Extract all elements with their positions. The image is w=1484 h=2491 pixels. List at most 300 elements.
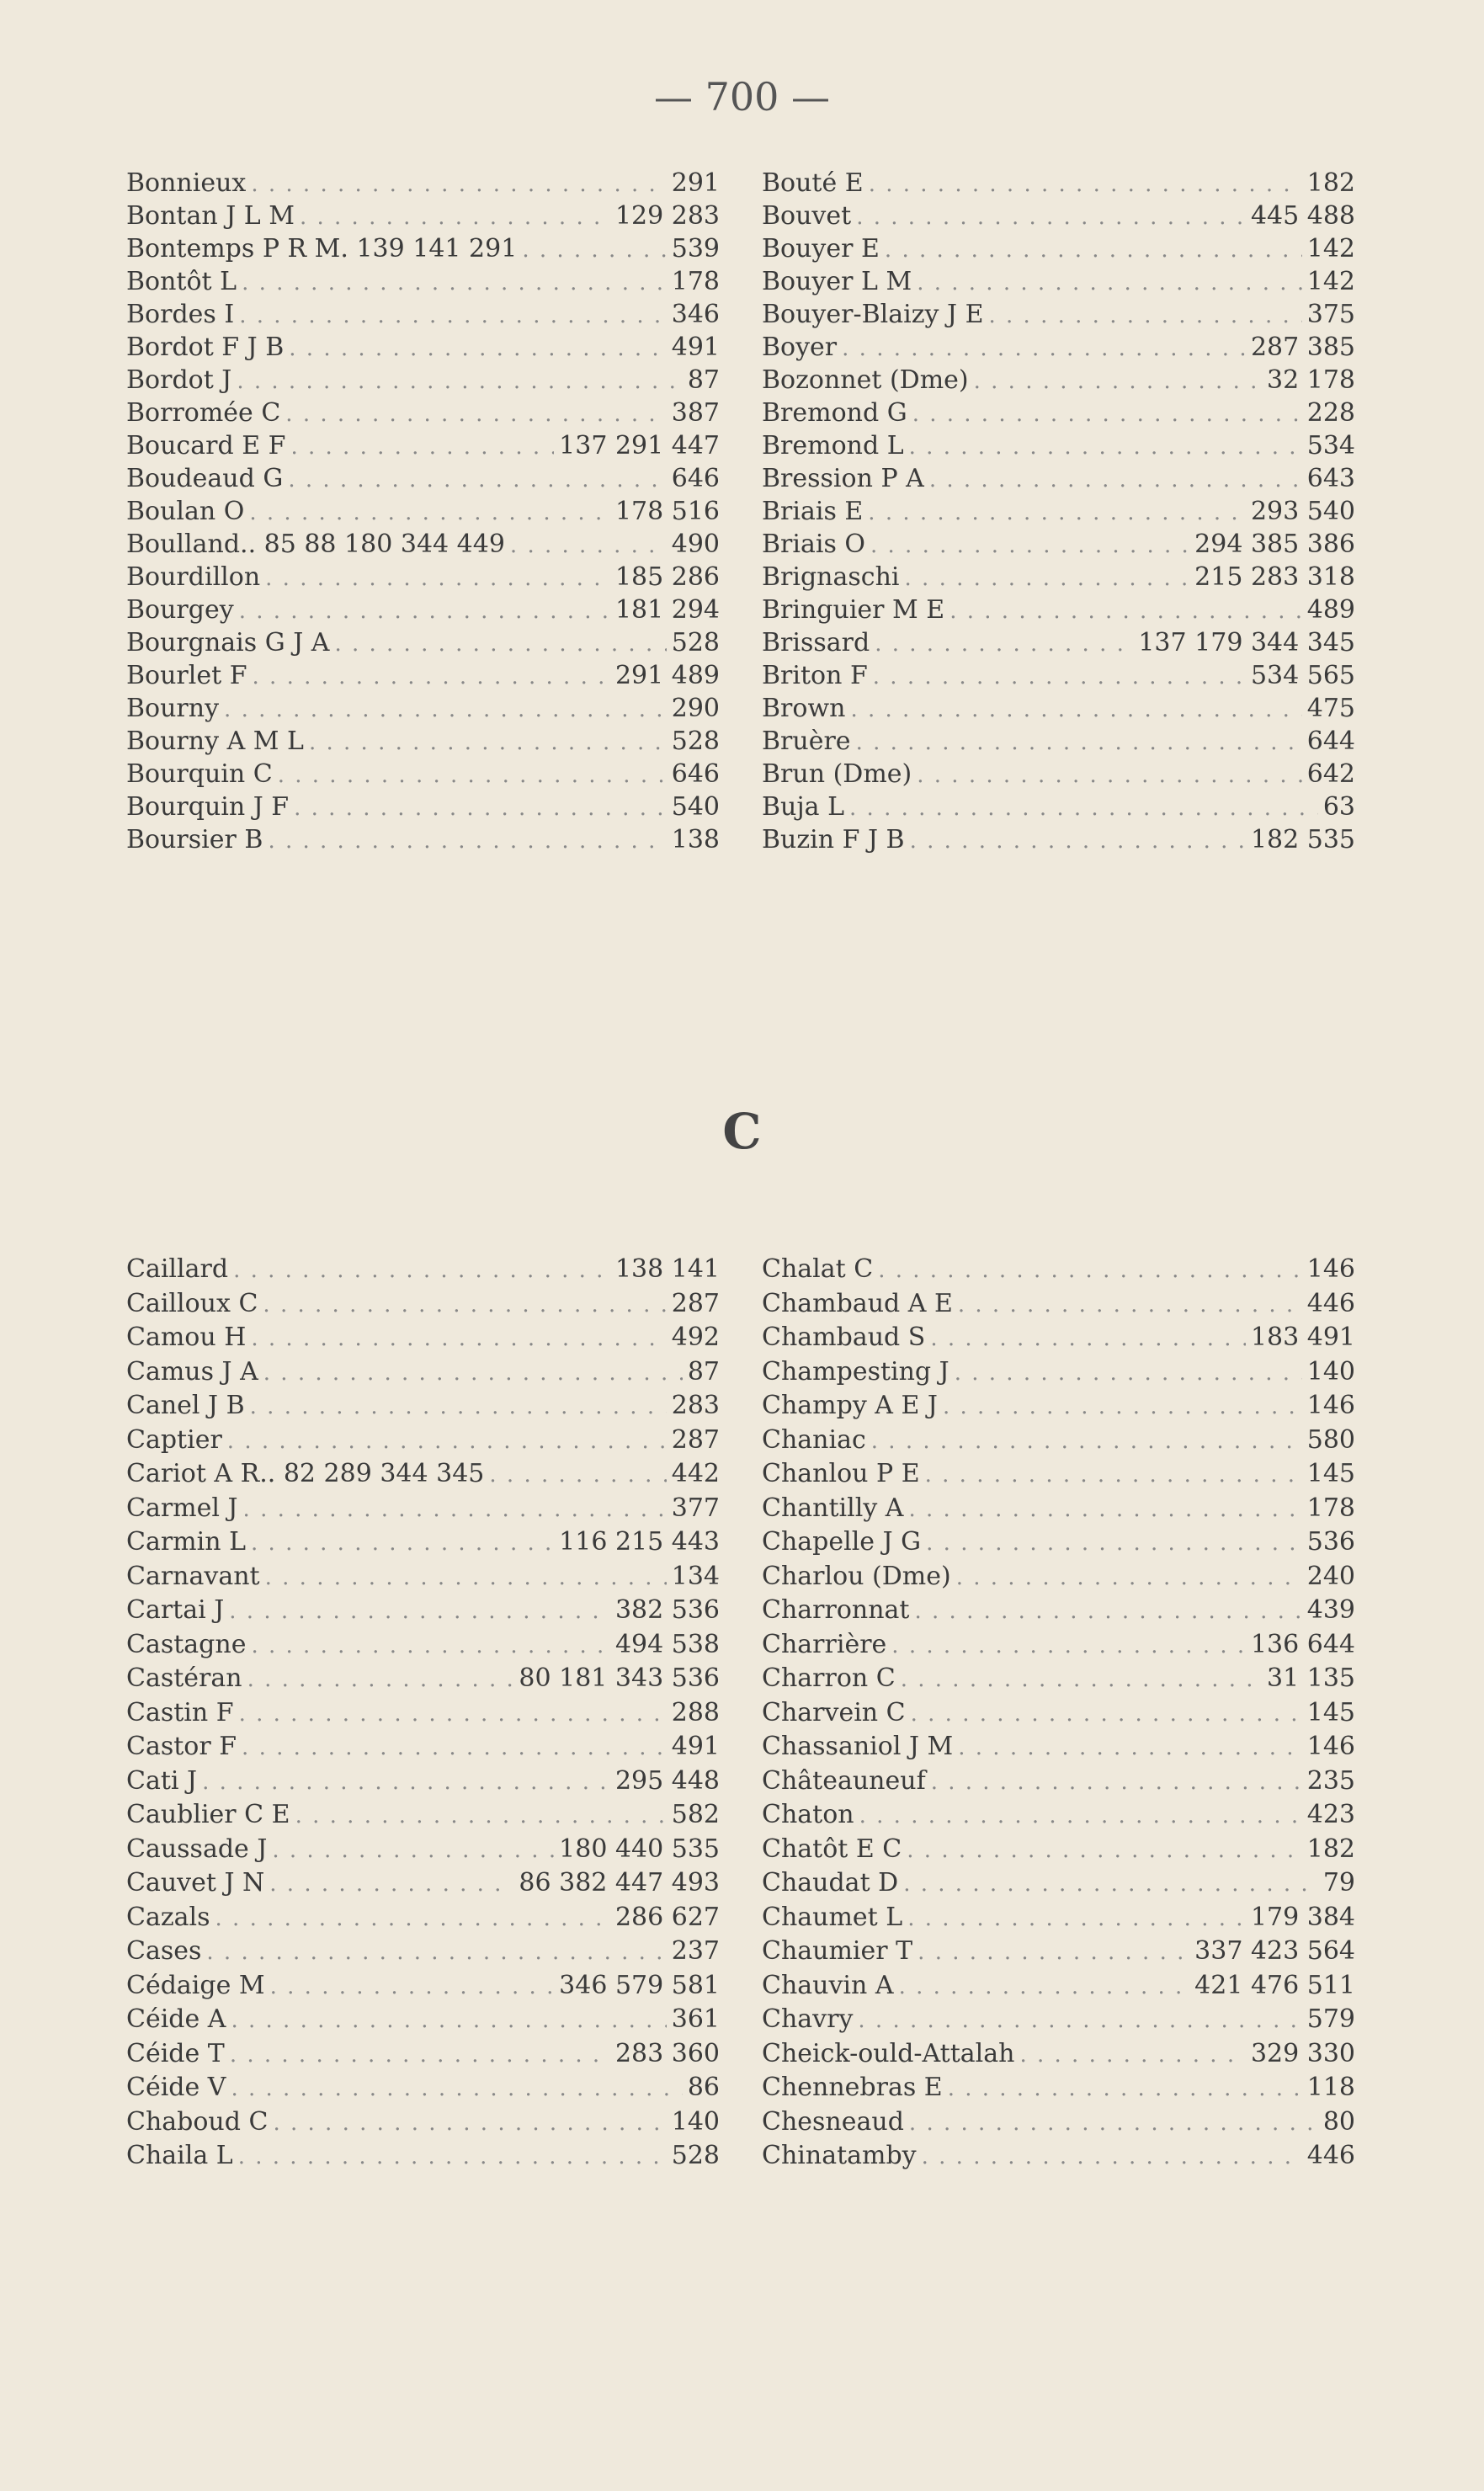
index-entry [126, 1457, 720, 1492]
entry-pages: 293 540 [1250, 497, 1355, 526]
dot-leader [309, 727, 667, 758]
index-entry [126, 232, 720, 265]
entry-pages: 287 [671, 1424, 720, 1455]
dot-leader [237, 365, 682, 397]
index-entry [762, 1525, 1355, 1560]
index-entry [762, 429, 1355, 462]
dot-leader [905, 562, 1190, 593]
entry-name: Bourgnais G J A [126, 628, 330, 657]
entry-pages: 32 178 [1267, 365, 1355, 395]
index-entry [126, 265, 720, 298]
index-entry [762, 232, 1355, 265]
dot-leader [917, 267, 1302, 298]
entry-pages: 182 [1306, 168, 1355, 198]
index-entry [762, 1594, 1355, 1628]
entry-pages: 181 294 [614, 595, 720, 625]
index-entry [126, 167, 720, 200]
dot-leader [230, 2038, 610, 2072]
entry-name: Bourny [126, 694, 220, 723]
index-entry [126, 626, 720, 659]
dot-leader [842, 333, 1246, 364]
index-entry [762, 528, 1355, 561]
index-entry [126, 1935, 720, 1969]
dot-leader [251, 168, 666, 200]
dot-leader [922, 2140, 1302, 2174]
index-entry [126, 298, 720, 331]
dot-leader [215, 1902, 610, 1935]
entry-pages: 179 384 [1250, 1902, 1355, 1932]
dot-leader [300, 201, 610, 232]
entry-name: Chavry [762, 2004, 854, 2034]
entry-name: Castéran [126, 1663, 242, 1693]
entry-pages: 142 [1306, 234, 1355, 263]
index-entry [762, 692, 1355, 725]
entry-name: Charrière [762, 1629, 887, 1659]
index-entry [126, 1969, 720, 2004]
entry-pages: 137 179 344 345 [1138, 628, 1355, 657]
dot-leader [285, 398, 666, 429]
entry-pages: 329 330 [1250, 2038, 1355, 2068]
entry-pages: 235 [1306, 1765, 1355, 1796]
entry-name: Borromée C [126, 398, 281, 428]
dot-leader [908, 1493, 1301, 1526]
entry-name: Chambaud S [762, 1323, 926, 1352]
entry-pages: 290 [671, 694, 720, 723]
entry-name: Bontemps P R M. 139 141 291 [126, 234, 518, 263]
dot-leader [907, 1902, 1246, 1935]
entry-name: Chalat C [762, 1254, 874, 1284]
entry-name: Boudeaud G [126, 464, 284, 493]
dot-leader [489, 1458, 666, 1492]
entry-name: Chaton [762, 1800, 854, 1829]
dot-leader [295, 1799, 667, 1833]
entry-pages: 423 [1306, 1800, 1355, 1829]
dot-leader [265, 1561, 667, 1594]
entry-name: Cazals [126, 1902, 210, 1932]
entry-pages: 185 286 [614, 562, 720, 592]
index-entry [126, 1628, 720, 1663]
index-entry [126, 1560, 720, 1594]
index-entry [126, 758, 720, 790]
entry-name: Cati J [126, 1765, 198, 1796]
entry-name: Carmin L [126, 1527, 247, 1557]
entry-name: Bouyer L M [762, 267, 912, 296]
entry-pages: 582 [671, 1800, 720, 1829]
entry-pages: 475 [1306, 694, 1355, 723]
dot-leader [909, 2106, 1318, 2140]
index-entry [762, 1662, 1355, 1696]
dot-leader [948, 2072, 1302, 2105]
dot-leader [239, 595, 610, 626]
entry-pages: 382 536 [614, 1595, 720, 1625]
dot-leader [901, 1663, 1262, 1696]
index-entry [762, 1730, 1355, 1764]
entry-name: Bouyer-Blaizy J E [762, 300, 984, 329]
dot-leader [1019, 2038, 1245, 2072]
entry-name: Brun (Dme) [762, 759, 912, 789]
dot-leader [289, 333, 666, 364]
dot-leader [907, 1834, 1301, 1867]
index-entry [762, 593, 1355, 626]
index-entry [762, 1492, 1355, 1526]
index-section-b [126, 167, 1355, 856]
index-entry [762, 1935, 1355, 1969]
dot-leader [875, 628, 1133, 659]
dot-leader [334, 628, 666, 659]
index-entry [126, 1833, 720, 1867]
index-entry [126, 659, 720, 692]
entry-pages: 445 488 [1250, 201, 1355, 231]
index-entry [762, 1833, 1355, 1867]
entry-name: Cheick-ould-Attalah [762, 2038, 1015, 2068]
index-entry [126, 1321, 720, 1355]
entry-name: Cailloux C [126, 1288, 258, 1318]
entry-name: Captier [126, 1424, 222, 1455]
entry-pages: 145 [1306, 1697, 1355, 1727]
entry-pages: 178 [671, 267, 720, 296]
entry-pages: 534 565 [1250, 661, 1355, 690]
index-entry [762, 1389, 1355, 1424]
dot-leader [290, 431, 554, 462]
dot-leader [856, 727, 1302, 758]
index-entry [126, 200, 720, 232]
entry-pages: 643 [1306, 464, 1355, 493]
dot-leader [202, 1765, 610, 1799]
entry-pages: 182 535 [1250, 825, 1355, 854]
entry-pages: 86 382 447 493 [519, 1868, 720, 1898]
entry-name: Castagne [126, 1629, 247, 1659]
entry-name: Charvein C [762, 1697, 906, 1727]
dot-leader [943, 1390, 1302, 1424]
entry-name: Chaumet L [762, 1902, 903, 1932]
index-entry [126, 1424, 720, 1458]
dot-leader [929, 464, 1302, 495]
entry-name: Chesneaud [762, 2106, 904, 2137]
index-entry [126, 2003, 720, 2037]
dot-leader [251, 1526, 554, 1560]
dot-leader [917, 759, 1302, 790]
dot-leader [239, 1697, 667, 1731]
dot-leader [930, 1322, 1246, 1355]
entry-pages: 421 476 511 [1194, 1970, 1355, 2000]
dot-leader [239, 300, 667, 331]
dot-leader [288, 464, 666, 495]
entry-pages: 116 215 443 [559, 1527, 720, 1557]
index-entry [126, 1525, 720, 1560]
entry-pages: 180 440 535 [559, 1834, 720, 1864]
entry-pages: 137 291 447 [559, 431, 720, 460]
entry-pages: 439 [1306, 1595, 1355, 1625]
index-entry [762, 1969, 1355, 2004]
index-entry [762, 1866, 1355, 1901]
entry-name: Chinatamby [762, 2141, 917, 2170]
entry-name: Camou H [126, 1323, 247, 1352]
dot-leader [263, 1356, 683, 1390]
dot-leader [238, 2140, 667, 2174]
entry-name: Chanlou P E [762, 1459, 920, 1488]
dot-leader [251, 1322, 666, 1355]
entry-pages: 534 [1306, 431, 1355, 460]
dot-leader [955, 1356, 1302, 1390]
index-entry [126, 1662, 720, 1696]
entry-pages: 528 [671, 2141, 720, 2170]
index-entry [126, 2105, 720, 2140]
entry-name: Cauvet J N [126, 1868, 265, 1898]
index-entry [762, 298, 1355, 331]
index-entry [126, 2139, 720, 2174]
index-entry [762, 167, 1355, 200]
entry-pages: 490 [671, 530, 720, 559]
entry-name: Céide V [126, 2073, 226, 2102]
dot-leader [249, 497, 610, 528]
entry-name: Bouyer E [762, 234, 880, 263]
entry-pages: 446 [1306, 1288, 1355, 1318]
entry-name: Champesting J [762, 1356, 949, 1387]
entry-name: Caillard [126, 1254, 229, 1284]
index-entry [126, 593, 720, 626]
entry-name: Caussade J [126, 1834, 268, 1864]
entry-name: Carnavant [126, 1561, 260, 1591]
entry-name: Bourquin J F [126, 792, 290, 822]
index-entry [126, 429, 720, 462]
index-entry [762, 2037, 1355, 2072]
index-entry [126, 462, 720, 495]
index-entry [126, 790, 720, 823]
entry-pages: 138 [671, 825, 720, 854]
entry-pages: 87 [687, 365, 720, 395]
dot-leader [974, 365, 1262, 397]
entry-name: Brissard [762, 628, 870, 657]
entry-name: Chassaniol J M [762, 1732, 954, 1761]
entry-pages: 63 [1322, 792, 1355, 822]
entry-pages: 528 [671, 727, 720, 756]
entry-pages: 539 [671, 234, 720, 263]
entry-name: Buja L [762, 792, 845, 822]
dot-leader [918, 1935, 1189, 1969]
index-section-c [126, 1253, 1355, 2174]
entry-name: Charlou (Dme) [762, 1561, 951, 1591]
entry-name: Bouvet [762, 201, 852, 231]
index-entry [762, 1424, 1355, 1458]
entry-name: Caublier C E [126, 1800, 290, 1829]
entry-pages: 337 423 564 [1194, 1936, 1355, 1966]
index-entry [126, 1389, 720, 1424]
entry-pages: 646 [671, 464, 720, 493]
dot-leader [873, 661, 1246, 692]
dot-leader [278, 759, 667, 790]
dot-leader [988, 300, 1301, 331]
index-column [762, 167, 1355, 856]
entry-pages: 215 283 318 [1194, 562, 1355, 592]
entry-pages: 80 181 343 536 [519, 1663, 720, 1693]
dot-leader [242, 267, 667, 298]
entry-name: Cariot A R.. 82 289 344 345 [126, 1459, 485, 1488]
entry-pages: 79 [1322, 1868, 1355, 1898]
entry-pages: 182 [1306, 1834, 1355, 1864]
dot-leader [269, 1867, 513, 1901]
index-entry [762, 2139, 1355, 2174]
entry-name: Bourquin C [126, 759, 273, 789]
index-entry [762, 1560, 1355, 1594]
index-entry [126, 1287, 720, 1322]
entry-name: Castor F [126, 1732, 237, 1761]
entry-name: Bression P A [762, 464, 924, 493]
entry-pages: 146 [1306, 1732, 1355, 1761]
dot-leader [510, 530, 667, 561]
entry-name: Champy A E J [762, 1391, 938, 1420]
entry-pages: 646 [671, 759, 720, 789]
entry-pages: 287 [671, 1288, 720, 1318]
index-entry [126, 528, 720, 561]
entry-name: Chennebras E [762, 2073, 943, 2102]
entry-name: Boyer [762, 333, 838, 362]
index-entry [126, 2071, 720, 2105]
entry-name: Châteauneuf [762, 1765, 926, 1796]
entry-pages: 287 385 [1250, 333, 1355, 362]
entry-pages: 87 [687, 1356, 720, 1387]
entry-name: Bourny A M L [126, 727, 304, 756]
index-entry [762, 1901, 1355, 1935]
page-number: — 700 — [653, 74, 831, 120]
entry-pages: 283 [671, 1391, 720, 1420]
entry-name: Brown [762, 694, 846, 723]
index-entry [126, 1901, 720, 1935]
entry-name: Castin F [126, 1697, 234, 1727]
entry-pages: 145 [1306, 1459, 1355, 1488]
index-entry [762, 265, 1355, 298]
entry-pages: 118 [1306, 2073, 1355, 2102]
dot-leader [273, 2106, 666, 2140]
entry-pages: 346 [671, 300, 720, 329]
index-entry [762, 1628, 1355, 1663]
entry-name: Chaboud C [126, 2106, 269, 2137]
entry-name: Camus J A [126, 1356, 258, 1387]
entry-pages: 134 [671, 1561, 720, 1591]
index-column [126, 1253, 720, 2174]
index-entry [762, 1253, 1355, 1287]
entry-name: Canel J B [126, 1391, 245, 1420]
entry-name: Boursier B [126, 825, 263, 854]
index-entry [762, 823, 1355, 856]
entry-pages: 142 [1306, 267, 1355, 296]
entry-name: Bringuier M E [762, 595, 945, 625]
entry-pages: 387 [671, 398, 720, 428]
entry-pages: 642 [1306, 759, 1355, 789]
entry-name: Cédaige M [126, 1970, 265, 2000]
entry-name: Carmel J [126, 1493, 238, 1523]
index-entry [126, 1594, 720, 1628]
entry-name: Bordes I [126, 300, 235, 329]
entry-name: Bordot J [126, 365, 232, 395]
entry-name: Chaniac [762, 1424, 866, 1455]
dot-leader [856, 201, 1246, 232]
dot-leader [903, 1867, 1318, 1901]
index-entry [126, 1764, 720, 1799]
index-entry [762, 659, 1355, 692]
entry-pages: 294 385 386 [1194, 530, 1355, 559]
entry-name: Chauvin A [762, 1970, 894, 2000]
entry-name: Boulland.. 85 88 180 344 449 [126, 530, 505, 559]
index-entry [126, 331, 720, 364]
dot-leader [263, 1288, 666, 1322]
dot-leader [885, 234, 1302, 265]
index-entry [762, 397, 1355, 429]
dot-leader [243, 1493, 667, 1526]
dot-leader [250, 1390, 667, 1424]
entry-pages: 489 [1306, 595, 1355, 625]
dot-leader [224, 694, 667, 725]
index-entry [762, 1321, 1355, 1355]
dot-leader [871, 1424, 1302, 1458]
index-entry [126, 561, 720, 593]
entry-pages: 31 135 [1267, 1663, 1355, 1693]
dot-leader [850, 694, 1301, 725]
entry-name: Boucard E F [126, 431, 286, 460]
index-entry [762, 626, 1355, 659]
entry-name: Boulan O [126, 497, 245, 526]
entry-pages: 377 [671, 1493, 720, 1523]
index-entry [126, 1696, 720, 1731]
dot-leader [231, 2072, 682, 2105]
index-entry [762, 495, 1355, 528]
dot-leader [925, 1458, 1302, 1492]
entry-pages: 536 [1306, 1527, 1355, 1557]
entry-pages: 291 489 [614, 661, 720, 690]
index-entry [126, 1798, 720, 1833]
dot-leader [265, 562, 610, 593]
entry-name: Buzin F J B [762, 825, 905, 854]
index-entry [762, 1457, 1355, 1492]
entry-name: Bouté E [762, 168, 864, 198]
dot-leader [878, 1253, 1302, 1287]
dot-leader [958, 1731, 1302, 1764]
dot-leader [253, 661, 610, 692]
entry-pages: 644 [1306, 727, 1355, 756]
dot-leader [859, 1799, 1302, 1833]
entry-pages: 580 [1306, 1424, 1355, 1455]
entry-name: Bozonnet (Dme) [762, 365, 969, 395]
entry-pages: 288 [671, 1697, 720, 1727]
index-entry [762, 1355, 1355, 1390]
entry-pages: 494 538 [614, 1629, 720, 1659]
entry-name: Bourlet F [126, 661, 247, 690]
entry-pages: 528 [671, 628, 720, 657]
dot-leader [268, 825, 666, 856]
index-entry [126, 1253, 720, 1287]
entry-name: Briton F [762, 661, 868, 690]
index-entry [126, 1355, 720, 1390]
entry-name: Bontôt L [126, 267, 237, 296]
entry-pages: 361 [671, 2004, 720, 2034]
entry-pages: 491 [671, 1732, 720, 1761]
entry-pages: 346 579 581 [559, 1970, 720, 2000]
entry-name: Cartai J [126, 1595, 225, 1625]
entry-name: Bontan J L M [126, 201, 295, 231]
entry-pages: 140 [671, 2106, 720, 2137]
entry-name: Chantilly A [762, 1493, 904, 1523]
dot-leader [899, 1970, 1190, 2004]
index-entry [126, 725, 720, 758]
dot-leader [242, 1731, 667, 1764]
dot-leader [231, 2004, 666, 2037]
dot-leader [912, 398, 1302, 429]
dot-leader [891, 1629, 1246, 1663]
dot-leader [869, 168, 1302, 200]
entry-name: Chaudat D [762, 1868, 899, 1898]
entry-name: Céide A [126, 2004, 226, 2034]
dot-leader [294, 792, 667, 823]
entry-name: Bourdillon [126, 562, 261, 592]
